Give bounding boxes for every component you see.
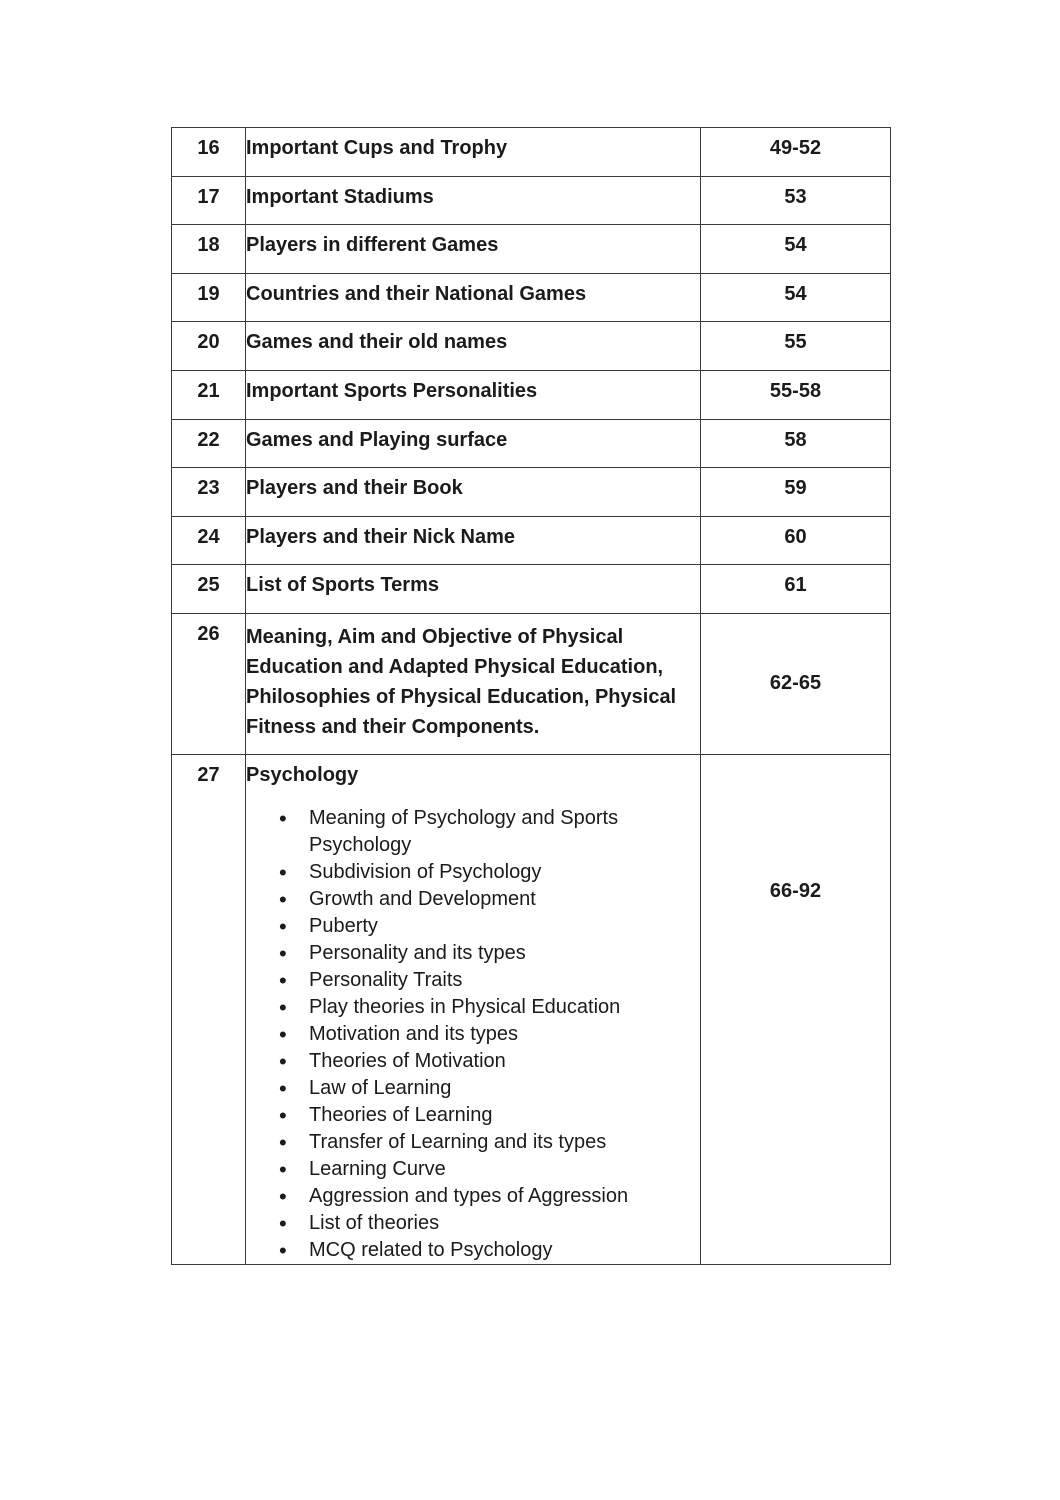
list-item: • Personality Traits xyxy=(309,967,669,994)
row-pages: 59 xyxy=(701,468,891,517)
table-row xyxy=(172,419,891,468)
list-item: • Law of Learning xyxy=(309,1075,669,1102)
row-title: Important Cups and Trophy xyxy=(246,128,701,177)
row-title: Games and Playing surface xyxy=(246,419,701,468)
row-number: 21 xyxy=(172,370,246,419)
row-pages: 58 xyxy=(701,419,891,468)
table-row xyxy=(172,754,891,1264)
row-number: 18 xyxy=(172,225,246,274)
row-number: 20 xyxy=(172,322,246,371)
row-pages: 66-92 xyxy=(701,754,891,1264)
list-item: • Personality and its types xyxy=(309,940,669,967)
row-number: 25 xyxy=(172,565,246,614)
row-number: 19 xyxy=(172,273,246,322)
table-row xyxy=(172,370,891,419)
table-of-contents xyxy=(171,127,891,1265)
table-row xyxy=(172,565,891,614)
row-number: 27 xyxy=(172,754,246,1264)
table-row xyxy=(172,516,891,565)
list-item: • Transfer of Learning and its types xyxy=(309,1129,669,1156)
list-item: • List of theories xyxy=(309,1210,669,1237)
row-title: Important Sports Personalities xyxy=(246,370,701,419)
row-number: 22 xyxy=(172,419,246,468)
list-item: • Puberty xyxy=(309,913,669,940)
row-title: Meaning, Aim and Objective of Physical Education and Adapted Physical Education, Philosophies of Physical Education, Physical Fitness and their Components. xyxy=(246,613,701,754)
list-item: • Motivation and its types xyxy=(309,1021,669,1048)
row-pages: 55-58 xyxy=(701,370,891,419)
row-number: 17 xyxy=(172,176,246,225)
row-pages: 61 xyxy=(701,565,891,614)
row-number: 26 xyxy=(172,613,246,754)
row-pages: 53 xyxy=(701,176,891,225)
list-item: • Growth and Development xyxy=(309,886,669,913)
list-item: • Learning Curve xyxy=(309,1156,669,1183)
list-item: • MCQ related to Psychology xyxy=(309,1237,669,1264)
row-title: Players and their Nick Name xyxy=(246,516,701,565)
table-row xyxy=(172,273,891,322)
list-item: • Theories of Learning xyxy=(309,1102,669,1129)
row-title: Players in different Games xyxy=(246,225,701,274)
table-row xyxy=(172,322,891,371)
row-title: Players and their Book xyxy=(246,468,701,517)
list-item: • Theories of Motivation xyxy=(309,1048,669,1075)
table-row xyxy=(172,225,891,274)
row-pages: 54 xyxy=(701,273,891,322)
table-row xyxy=(172,128,891,177)
table-row xyxy=(172,613,891,754)
row-number: 16 xyxy=(172,128,246,177)
row-number: 23 xyxy=(172,468,246,517)
list-item: • Aggression and types of Aggression xyxy=(309,1183,669,1210)
row-title: Important Stadiums xyxy=(246,176,701,225)
list-item: • Meaning of Psychology and Sports Psychology xyxy=(309,805,669,859)
section-heading: Psychology xyxy=(246,763,359,786)
list-item: • Play theories in Physical Education xyxy=(309,994,669,1021)
table-row xyxy=(172,468,891,517)
row-title xyxy=(246,754,701,1264)
row-title: List of Sports Terms xyxy=(246,565,701,614)
table-row xyxy=(172,176,891,225)
row-pages: 55 xyxy=(701,322,891,371)
row-title: Countries and their National Games xyxy=(246,273,701,322)
row-pages: 62-65 xyxy=(701,613,891,754)
row-number: 24 xyxy=(172,516,246,565)
row-pages: 54 xyxy=(701,225,891,274)
row-pages: 49-52 xyxy=(701,128,891,177)
topic-list xyxy=(246,805,669,1264)
row-pages: 60 xyxy=(701,516,891,565)
row-title: Games and their old names xyxy=(246,322,701,371)
list-item: • Subdivision of Psychology xyxy=(309,859,669,886)
